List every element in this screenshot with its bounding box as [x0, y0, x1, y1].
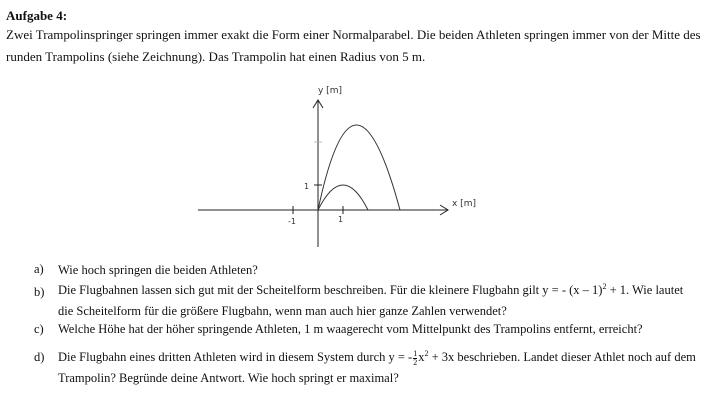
task-b-letter: b)	[34, 285, 45, 299]
task-d-letter: d)	[34, 350, 45, 364]
parabola-sketch	[190, 82, 510, 252]
task-c-text: Welche Höhe hat der höher springende Athleten, 1 m waagerecht vom Mittelpunkt des Trampolins entfernt, erreicht?	[58, 322, 643, 336]
task-b-text	[58, 276, 698, 322]
task-a-text: Wie hoch springen die beiden Athleten?	[58, 263, 258, 277]
tick-label-x-neg: -1	[288, 217, 296, 226]
task-a-letter: a)	[34, 262, 44, 276]
big-parabola	[318, 125, 400, 210]
task-title: Aufgabe 4:	[6, 8, 68, 23]
y-axis-label: y [m]	[318, 86, 342, 96]
task-d-fraction: $\frac{1}{2}$	[413, 348, 418, 367]
tick-label-x-pos: 1	[338, 215, 344, 224]
task-b-exponent: 2	[602, 282, 607, 291]
task-c-letter: c)	[34, 322, 44, 336]
x-axis-label: x [m]	[452, 199, 476, 209]
task-b-text-1: Die Flugbahnen lassen sich gut mit der Scheitelform beschreiben. Für die kleinere Flugbahn gilt y = - (x – 1)	[58, 283, 603, 298]
task-intro: Zwei Trampolinspringer springen immer exakt die Form einer Normalparabel. Die beiden Athleten springen immer von der Mitte des runden Trampolins (siehe Zeichnung). Das Trampolin hat einen Radius von 5 m.	[6, 27, 701, 64]
task-d-exponent: 2	[424, 349, 429, 358]
task-d-text-x: x	[418, 350, 425, 365]
task-d-text-2: + 3x beschrieben. Landet dieser Athlet noch auf dem Trampolin? Begründe deine Antwort. Wie hoch springt er maximal?	[58, 350, 696, 386]
tick-label-y: 1	[304, 182, 310, 191]
task-d-text-1: Die Flugbahn eines dritten Athleten wird in diesem System durch y = -	[58, 350, 413, 365]
task-d-text	[58, 343, 698, 389]
task-b-text-2: + 1. Wie lautet die Scheitelform für die größere Flugbahn, wenn man auch hier ganze Zahlen verwendet?	[58, 283, 684, 319]
